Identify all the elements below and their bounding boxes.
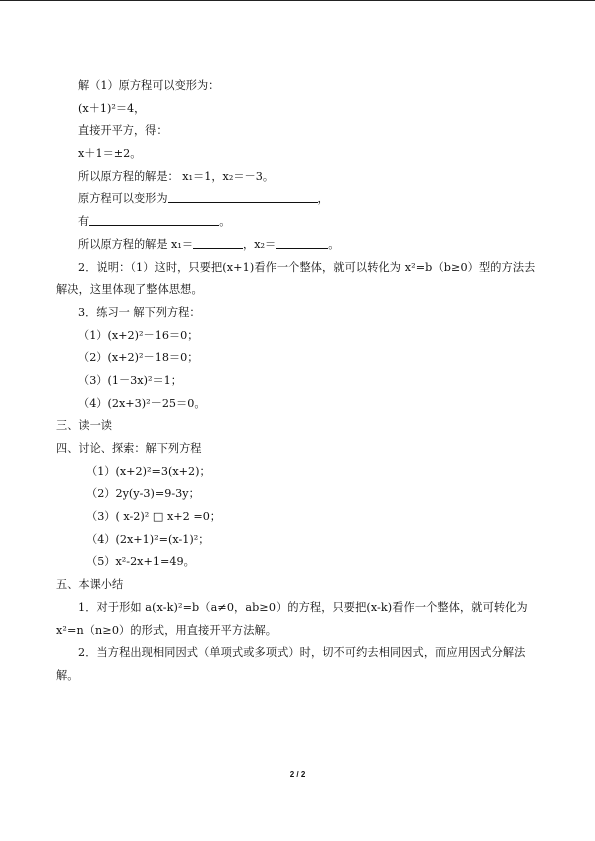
- discuss-item: （4）(2x+1)²=(x-1)²；: [86, 532, 210, 546]
- solution-line-8-mid: ，x₂＝: [243, 237, 277, 251]
- solution-line-6: [56, 188, 540, 211]
- section-heading-summary: 五、本课小结: [56, 578, 124, 592]
- fill-blank[interactable]: [89, 213, 219, 226]
- discuss-item: （2）2y(y-3)=9-3y；: [86, 487, 200, 501]
- discuss-item: （1）(x+2)²=3(x+2)；: [86, 464, 211, 478]
- solution-line-7-suffix: 。: [219, 215, 231, 229]
- exercise-item: （4）(2x+3)²－25＝0。: [78, 396, 206, 410]
- solution-line-7: [56, 211, 540, 234]
- solution-line-6-prefix: 原方程可以变形为: [78, 192, 168, 206]
- exercise-item: （2）(x+2)²－18＝0；: [78, 351, 199, 365]
- solution-line-5: 所以原方程的解是： x₁＝1，x₂＝－3。: [78, 169, 275, 183]
- fill-blank[interactable]: [193, 236, 243, 249]
- top-border-line: [0, 0, 595, 1]
- summary-paragraph-2: 2．当方程出现相同因式（单项式或多项式）时，切不可约去相同因式，而应用因式分解法解。: [56, 646, 526, 682]
- fill-blank[interactable]: [168, 190, 318, 203]
- section-heading-read: 三、读一读: [56, 419, 112, 433]
- note-paragraph: 2．说明：（1）这时，只要把(x+1)看作一个整体，就可以转化为 x²=b（b≥0）型的方法去解决，这里体现了整体思想。: [56, 260, 536, 297]
- discuss-item: （5）x²-2x+1=49。: [86, 555, 195, 569]
- fill-blank[interactable]: [276, 236, 328, 249]
- exercise-title: 3．练习一 解下列方程：: [78, 305, 201, 319]
- summary-paragraph-1: 1．对于形如 a(x-k)²=b（a≠0，ab≥0）的方程，只要把(x-k)看作一个整体，就可转化为 x²=n（n≥0）的形式，用直接开平方法解。: [56, 600, 528, 637]
- solution-line-6-suffix: ，: [317, 192, 329, 206]
- solution-line-7-prefix: 有: [78, 215, 90, 229]
- discuss-item: （3）( x-2)² □ x+2 =0；: [86, 510, 221, 524]
- document-body: [56, 75, 540, 688]
- section-heading-discuss: 四、讨论、探索：解下列方程: [56, 442, 202, 456]
- solution-line-8-suffix: 。: [328, 237, 340, 251]
- solution-line-8: [56, 234, 540, 257]
- solution-line-2: (x＋1)²＝4，: [78, 101, 146, 115]
- solution-line-3: 直接开平方，得：: [78, 124, 168, 138]
- solution-line-8-prefix: 所以原方程的解是 x₁＝: [78, 237, 194, 251]
- exercise-item: （1）(x+2)²－16＝0；: [78, 328, 199, 342]
- exercise-item: （3）(1－3x)²＝1；: [78, 373, 182, 387]
- solution-line-4: x＋1＝±2。: [78, 147, 142, 161]
- solution-line-1: 解（1）原方程可以变形为：: [78, 79, 220, 92]
- page-number: 2 / 2: [289, 770, 306, 779]
